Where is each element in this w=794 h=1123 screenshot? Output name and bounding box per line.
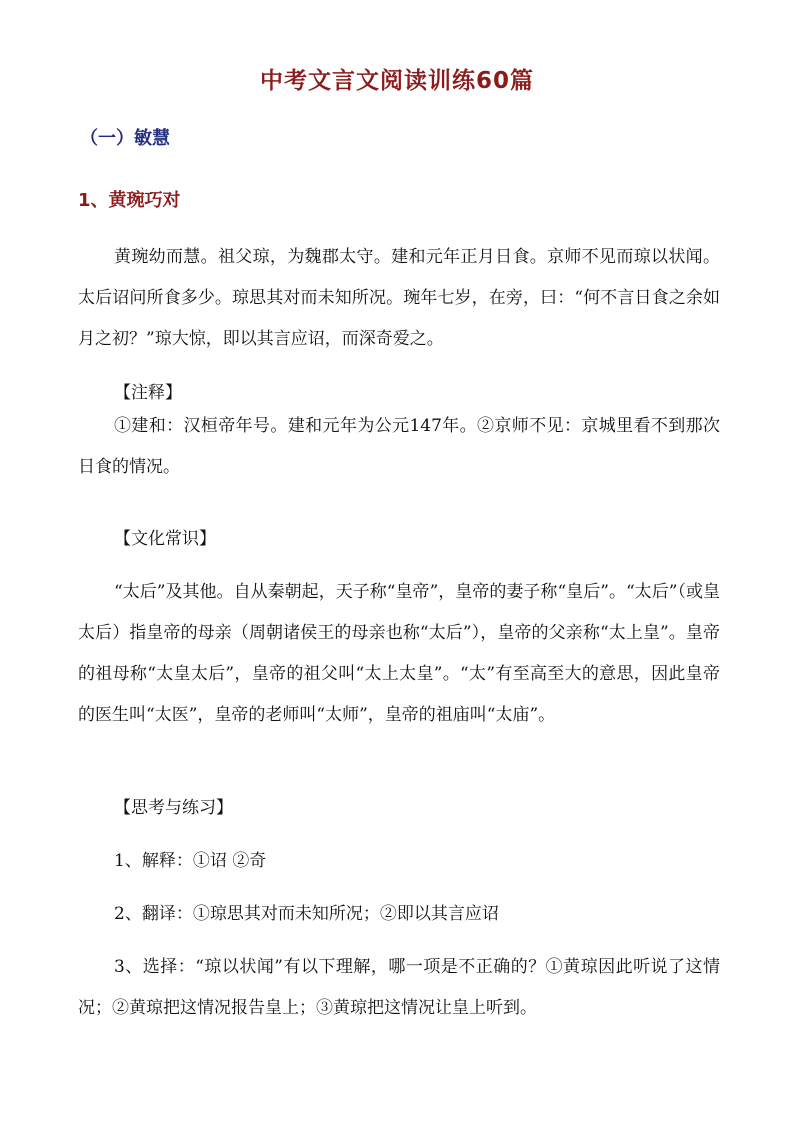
document-title: 中考文言文阅读训练60篇 (259, 68, 534, 94)
question-item: 2、翻译：①琼思其对而未知所况；②即以其言应诏 (114, 904, 499, 924)
notes-heading: 【注释】 (114, 383, 182, 403)
question-item: 1、解释：①诏 ②奇 (114, 851, 267, 871)
culture-paragraph: “太后”及其他。自从秦朝起，天子称“皇帝”，皇帝的妻子称“皇后”。“太后”（或皇太后）指皇帝的母亲（周朝诸侯王的母亲也称“太后”），皇帝的父亲称“太上皇”。皇帝的祖母称“太皇太后”，皇帝的祖父叫“太上太皇”。“太”有至高至大的意思，因此皇帝的医生叫“太医”，皇帝的老师叫“太师”，皇帝的祖庙叫“太庙”。 (78, 582, 720, 725)
practice-heading: 【思考与练习】 (114, 798, 233, 818)
notes-paragraph: ①建和：汉桓帝年号。建和元年为公元147年。②京师不见：京城里看不到那次日食的情况。 (78, 416, 720, 477)
question-item: 3、选择：“琼以状闻”有以下理解，哪一项是不正确的？①黄琼因此听说了这情况；②黄琼把这情况报告皇上；③黄琼把这情况让皇上听到。 (78, 957, 720, 1018)
story-paragraph: 黄琬幼而慧。祖父琼，为魏郡太守。建和元年正月日食。京师不见而琼以状闻。太后诏问所食多少。琼思其对而未知所况。琬年七岁，在旁，曰：“何不言日食之余如月之初？”琼大惊，即以其言应诏，而深奇爱之。 (78, 247, 720, 349)
section-heading: （一）敏慧 (80, 128, 170, 149)
article-heading: 1、黄琬巧对 (78, 190, 181, 211)
culture-heading: 【文化常识】 (114, 529, 216, 549)
